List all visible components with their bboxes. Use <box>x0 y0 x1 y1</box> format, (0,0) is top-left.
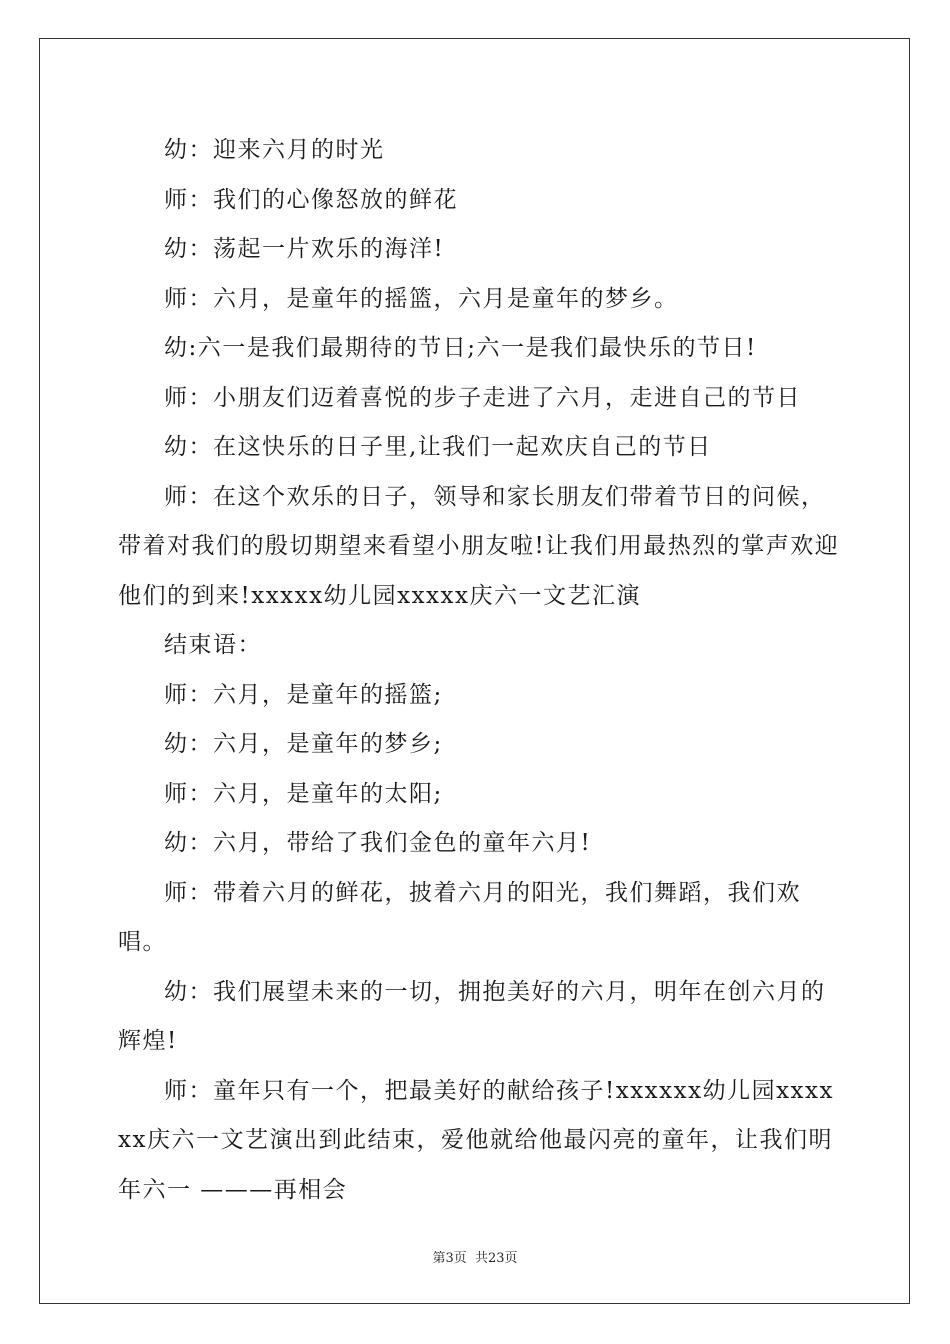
page-footer <box>0 1247 950 1266</box>
paragraph: 师：六月，是童年的摇篮，六月是童年的梦乡。 <box>164 285 679 312</box>
page-number: 第3页 <box>432 1251 467 1266</box>
paragraph: 幼：在这快乐的日子里,让我们一起欢庆自己的节日 <box>164 434 712 460</box>
paragraph: 师：小朋友们迈着喜悦的步子走进了六月，走进自己的节日 <box>164 384 801 411</box>
paragraph: 幼：我们展望未来的一切，拥抱美好的六月，明年在创六月的辉煌! <box>118 978 826 1054</box>
paragraph: 师：六月，是童年的摇篮; <box>164 681 443 708</box>
paragraph: 师：在这个欢乐的日子，领导和家长朋友们带着节日的问候，带着对我们的殷切期望来看望小朋友啦!让我们用最热烈的掌声欢迎他们的到来!xxxxx幼儿园xxxxx庆六一文艺汇演 <box>118 483 840 609</box>
paragraph: 师：我们的心像怒放的鲜花 <box>164 186 458 213</box>
paragraph: 幼:六一是我们最期待的节日;六一是我们最快乐的节日! <box>164 335 757 361</box>
paragraph: 幼：六月，是童年的梦乡; <box>164 731 443 757</box>
paragraph: 师：童年只有一个，把最美好的献给孩子!xxxxxx幼儿园xxxxxx庆六一文艺演出到此结束，爱他就给他最闪亮的童年，让我们明年六一 ———再相会 <box>118 1077 834 1203</box>
paragraph: 师：带着六月的鲜花，披着六月的阳光，我们舞蹈，我们欢唱。 <box>118 879 801 955</box>
paragraph: 幼：迎来六月的时光 <box>164 137 385 163</box>
paragraph: 师：六月，是童年的太阳; <box>164 780 443 807</box>
paragraph: 幼：荡起一片欢乐的海洋! <box>164 236 445 262</box>
section-heading: 结束语： <box>164 632 262 658</box>
paragraph: 幼：六月，带给了我们金色的童年六月! <box>164 830 592 856</box>
page-total: 共23页 <box>474 1251 518 1266</box>
document-body <box>118 126 840 1215</box>
